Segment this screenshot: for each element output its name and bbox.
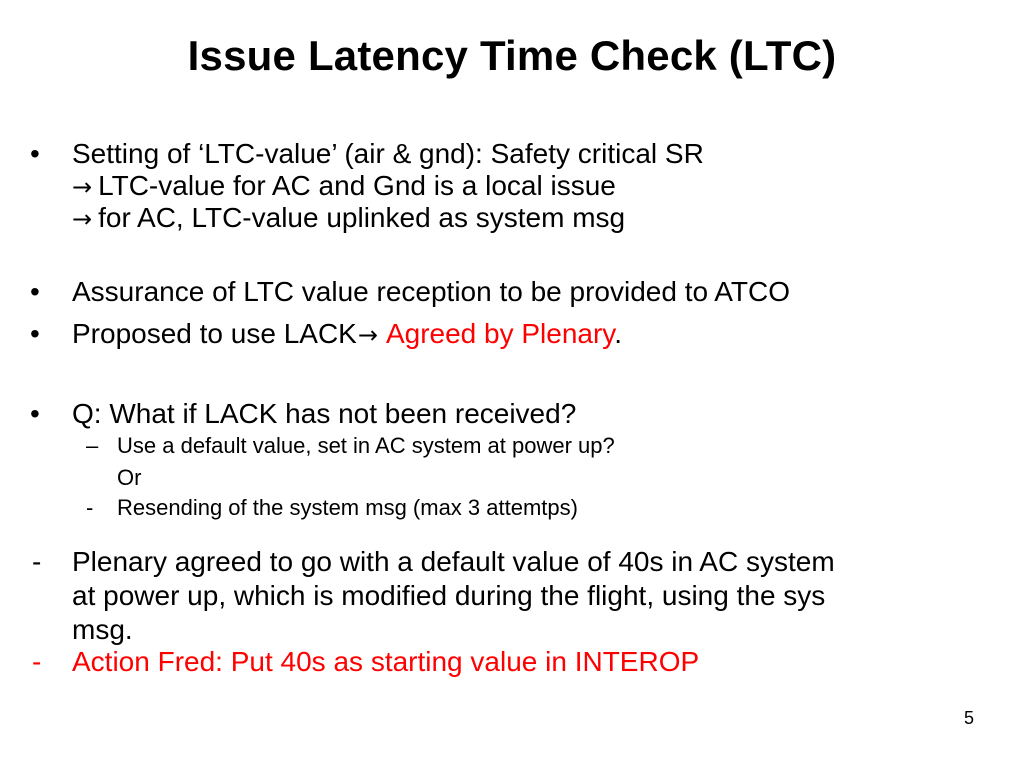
- resend-option: Resending of the system msg (max 3 attemtps): [117, 495, 578, 520]
- action-item-text: Action Fred: Put 40s as starting value in INTEROP: [72, 646, 700, 677]
- ltc-uplinked-text: for AC, LTC-value uplinked as system msg: [98, 202, 626, 233]
- page-number: 5: [963, 708, 974, 728]
- ltc-setting-text: Setting of ‘LTC-value’ (air & gnd): Safety critical SR: [72, 138, 704, 169]
- proposed-period: .: [614, 318, 623, 349]
- proposed-text: Proposed to use LACK: [72, 318, 357, 349]
- bullet-marker: •: [30, 276, 40, 307]
- plenary-line-1: Plenary agreed to go with a default value of 40s in AC system: [72, 546, 835, 577]
- dash-marker: -: [32, 546, 42, 577]
- plenary-line-2: at power up, which is modified during the flight, using the sys: [72, 580, 826, 611]
- right-arrow-icon: →: [72, 173, 93, 201]
- slide-title: Issue Latency Time Check (LTC): [187, 32, 837, 79]
- ltc-local-issue-text: LTC-value for AC and Gnd is a local issue: [98, 170, 616, 201]
- bullet-marker: •: [30, 318, 40, 349]
- question-text: Q: What if LACK has not been received?: [72, 398, 577, 429]
- dash-marker: -: [32, 646, 42, 677]
- bullet-marker: •: [30, 398, 40, 429]
- sub-dash-marker: -: [86, 495, 94, 520]
- ltc-setting-subpoint-2: [72, 202, 625, 235]
- bullet-marker: •: [30, 138, 40, 169]
- sub-dash-marker: –: [86, 433, 99, 458]
- assurance-text: Assurance of LTC value reception to be provided to ATCO: [72, 276, 791, 307]
- or-text: Or: [117, 465, 142, 490]
- default-value-option: Use a default value, set in AC system at power up?: [117, 433, 615, 458]
- right-arrow-icon: →: [357, 321, 378, 349]
- plenary-line-3: msg.: [72, 614, 133, 645]
- right-arrow-icon: →: [72, 205, 93, 233]
- proposed-line: [72, 318, 622, 351]
- ltc-setting-subpoint-1: [72, 170, 616, 203]
- agreed-by-plenary-text: Agreed by Plenary: [385, 318, 615, 349]
